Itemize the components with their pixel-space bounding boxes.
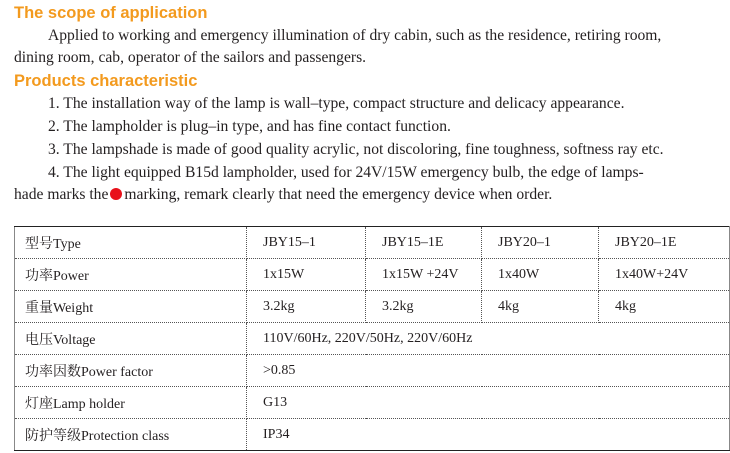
power-value-3: 1x40W bbox=[482, 259, 599, 291]
table-row-weight bbox=[15, 291, 730, 323]
scope-heading: The scope of application bbox=[14, 4, 208, 22]
power-factor-value: >0.85 bbox=[247, 355, 730, 387]
weight-value-3: 4kg bbox=[482, 291, 599, 323]
type-value-3: JBY20–1 bbox=[482, 227, 599, 259]
type-value-1: JBY15–1 bbox=[247, 227, 366, 259]
row-label-voltage: 电压Voltage bbox=[15, 323, 247, 355]
characteristic-item-2: 2. The lampholder is plug–in type, and has fine contact function. bbox=[48, 118, 451, 135]
power-value-2: 1x15W +24V bbox=[366, 259, 482, 291]
table-row-power-factor bbox=[15, 355, 730, 387]
table-row-protection bbox=[15, 419, 730, 451]
characteristic-heading: Products characteristic bbox=[14, 72, 198, 90]
characteristic-item-1: 1. The installation way of the lamp is wall–type, compact structure and delicacy appearance. bbox=[48, 95, 625, 112]
power-value-1: 1x15W bbox=[247, 259, 366, 291]
item-4-text-after: marking, remark clearly that need the emergency device when order. bbox=[124, 186, 553, 203]
type-value-4: JBY20–1E bbox=[599, 227, 730, 259]
row-label-power-factor: 功率因数Power factor bbox=[15, 355, 247, 387]
table-row-type bbox=[15, 227, 730, 259]
scope-line-1: Applied to working and emergency illumination of dry cabin, such as the residence, retiring room, bbox=[48, 27, 662, 44]
characteristic-item-4-line-2 bbox=[14, 184, 728, 206]
row-label-protection: 防护等级Protection class bbox=[15, 419, 247, 451]
table-row-power bbox=[15, 259, 730, 291]
red-dot-marker-icon bbox=[110, 188, 122, 200]
weight-value-2: 3.2kg bbox=[366, 291, 482, 323]
table-row-lamp-holder bbox=[15, 387, 730, 419]
row-label-lamp-holder: 灯座Lamp holder bbox=[15, 387, 247, 419]
protection-value: IP34 bbox=[247, 419, 730, 451]
voltage-value: 110V/60Hz, 220V/50Hz, 220V/60Hz bbox=[247, 323, 730, 355]
spec-table bbox=[14, 226, 730, 451]
weight-value-4: 4kg bbox=[599, 291, 730, 323]
row-label-power: 功率Power bbox=[15, 259, 247, 291]
type-value-2: JBY15–1E bbox=[366, 227, 482, 259]
row-label-type: 型号Type bbox=[15, 227, 247, 259]
scope-line-2: dining room, cab, operator of the sailors and passengers. bbox=[14, 49, 367, 66]
characteristic-item-4-line-1: 4. The light equipped B15d lampholder, used for 24V/15W emergency bulb, the edge of lamps- bbox=[48, 164, 644, 181]
row-label-weight: 重量Weight bbox=[15, 291, 247, 323]
lamp-holder-value: G13 bbox=[247, 387, 730, 419]
item-4-text-before: hade marks the bbox=[14, 186, 109, 203]
table-row-voltage bbox=[15, 323, 730, 355]
power-value-4: 1x40W+24V bbox=[599, 259, 730, 291]
weight-value-1: 3.2kg bbox=[247, 291, 366, 323]
characteristic-item-3: 3. The lampshade is made of good quality acrylic, not discoloring, fine toughness, softness ray etc. bbox=[48, 141, 664, 158]
